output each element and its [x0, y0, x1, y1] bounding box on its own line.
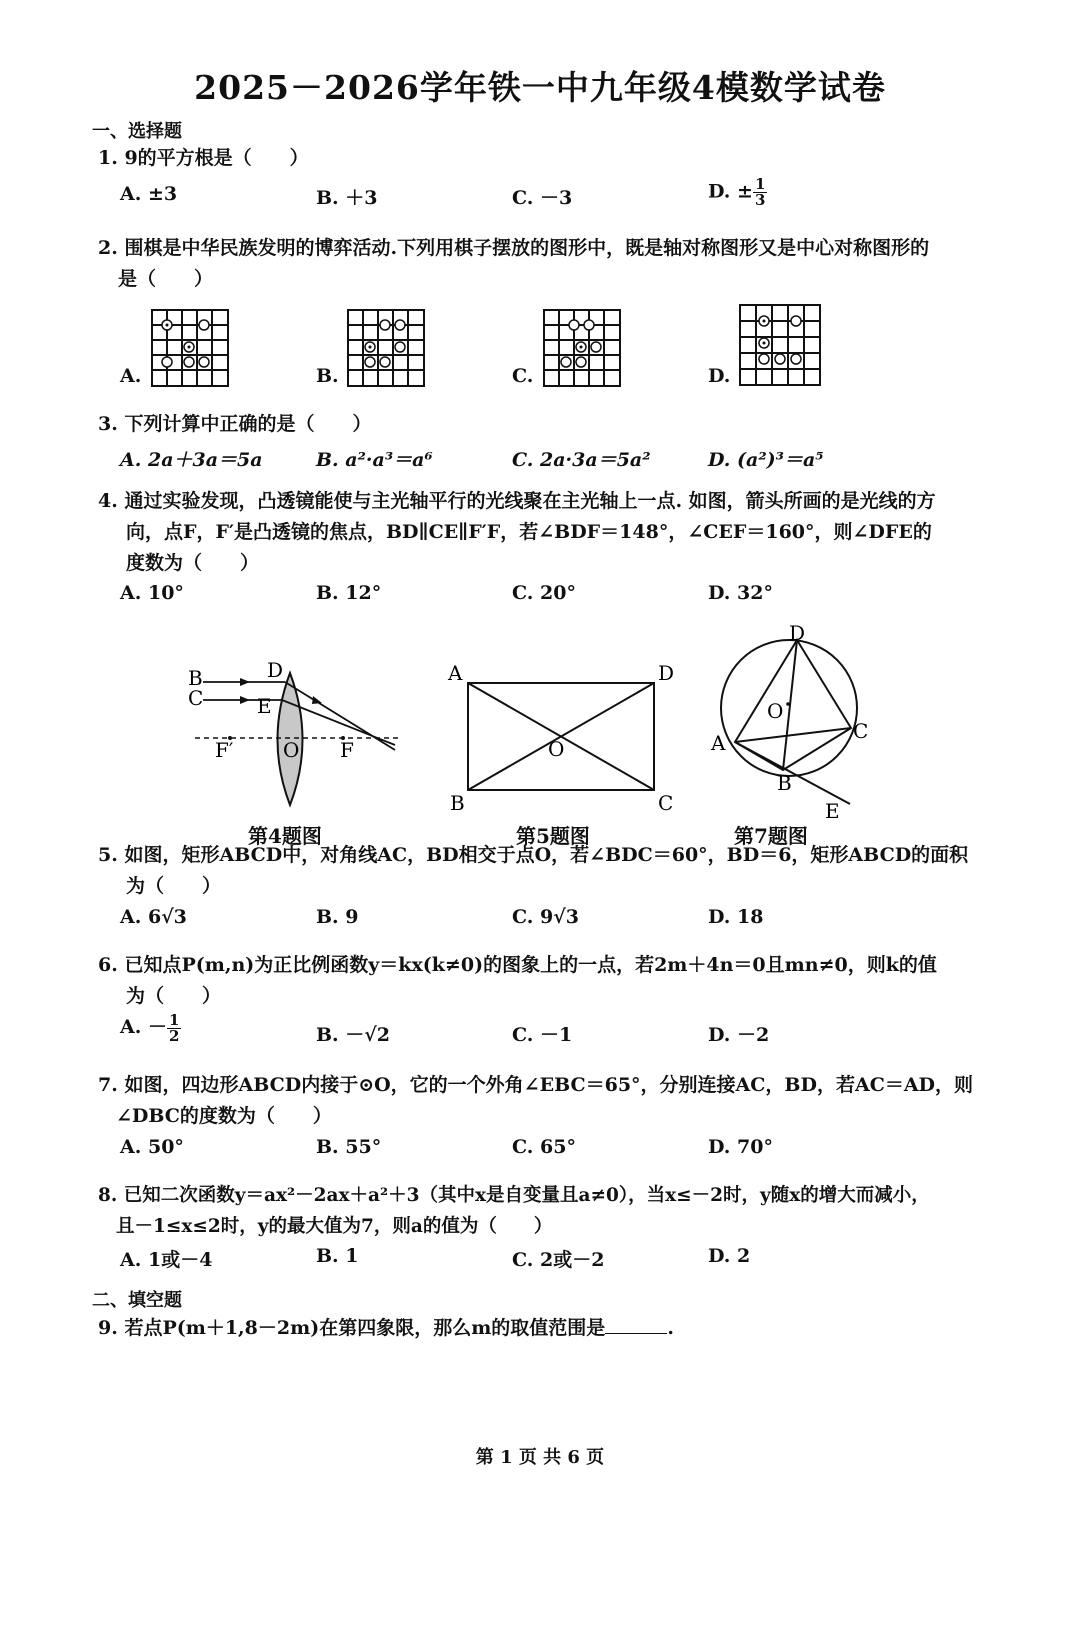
label-e: E — [825, 799, 840, 823]
label-f-prime: F′ — [215, 738, 234, 762]
option-b: B. 1 — [316, 1245, 359, 1267]
option-a: A. 2a＋3a＝5a — [120, 449, 263, 471]
question-4-line-2: 向，点F，F′是凸透镜的焦点，BD∥CE∥F′F，若∠BDF＝148°，∠CEF＝160°，则∠DFE的 — [126, 521, 932, 543]
section-heading-choice: 一、选择题 — [92, 121, 182, 142]
section-heading-fill: 二、填空题 — [92, 1290, 182, 1311]
option-c: C. 2或－2 — [512, 1249, 605, 1271]
figure-4-caption: 第4题图 — [248, 824, 322, 848]
page-title: 2025－2026学年铁一中九年级4模数学试卷 — [194, 68, 886, 107]
fraction-numerator: 1 — [168, 1010, 180, 1029]
option-d: D. 18 — [708, 906, 764, 928]
label-a: A — [448, 661, 463, 685]
question-9-end: . — [667, 1317, 674, 1339]
option-a: A. — [120, 365, 142, 387]
option-b: B. ＋3 — [316, 187, 378, 209]
question-5-stem — [98, 840, 998, 902]
question-6-line-2: 为（ ） — [126, 985, 222, 1007]
option-b: B. 55° — [316, 1136, 382, 1158]
option-d — [708, 177, 767, 208]
option-a: A. 1或－4 — [120, 1249, 213, 1271]
question-9-stem — [98, 1313, 998, 1344]
go-board-d — [738, 303, 822, 387]
question-2-line-1: 2. 围棋是中华民族发明的博弈活动.下列用棋子摆放的图形中，既是轴对称图形又是中心对称图形的 — [98, 237, 930, 259]
fraction-numerator: 1 — [754, 175, 766, 193]
option-a — [120, 1012, 181, 1044]
label-b: B — [188, 666, 203, 690]
figure-7-circle — [705, 620, 870, 825]
option-c: C. －1 — [512, 1024, 573, 1046]
question-4-line-3: 度数为（ ） — [126, 552, 260, 574]
question-1-stem: 1. 9的平方根是（ ） — [98, 147, 309, 169]
option-c: C. －3 — [512, 187, 573, 209]
question-5-line-1: 5. 如图，矩形ABCD中，对角线AC，BD相交于点O，若∠BDC＝60°，BD＝6，矩形ABCD的面积 — [98, 844, 969, 866]
question-4-line-1: 4. 通过实验发现，凸透镜能使与主光轴平行的光线聚在主光轴上一点. 如图，箭头所画的是光线的方 — [98, 490, 936, 512]
figure-5-caption: 第5题图 — [516, 824, 590, 848]
option-c: C. — [512, 365, 534, 387]
question-7-line-2: ∠DBC的度数为（ ） — [116, 1105, 332, 1127]
option-c: C. 20° — [512, 582, 576, 604]
option-c: C. 2a·3a＝5a² — [512, 449, 651, 471]
option-a: A. ±3 — [120, 183, 178, 205]
label-d: D — [658, 661, 675, 685]
figure-7-caption: 第7题图 — [734, 824, 808, 848]
question-8-stem — [98, 1180, 1048, 1242]
option-b: B. 12° — [316, 582, 382, 604]
option-d: D. －2 — [708, 1024, 770, 1046]
option-a: A. 6√3 — [120, 906, 187, 928]
question-6-stem — [98, 950, 998, 1012]
option-c: C. 9√3 — [512, 906, 579, 928]
question-7-stem — [98, 1070, 998, 1132]
option-d: D. 2 — [708, 1245, 751, 1267]
option-b: B. — [316, 365, 339, 387]
label-a: A — [711, 731, 726, 755]
page-footer: 第 1 页 共 6 页 — [475, 1447, 605, 1468]
go-board-b — [346, 308, 426, 388]
option-d-prefix: D. ± — [708, 180, 753, 203]
question-4-stem — [98, 486, 998, 579]
fraction — [753, 177, 767, 208]
option-d: D. 32° — [708, 582, 773, 604]
option-b: B. －√2 — [316, 1024, 390, 1046]
fraction-denominator: 2 — [168, 1026, 180, 1045]
go-board-c — [542, 308, 622, 388]
option-a: A. 10° — [120, 582, 184, 604]
fraction-denominator: 3 — [754, 191, 766, 209]
option-b: B. 9 — [316, 906, 359, 928]
question-8-line-1: 8. 已知二次函数y＝ax²－2ax＋a²＋3（其中x是自变量且a≠0），当x≤－2时，y随x的增大而减小， — [98, 1185, 930, 1206]
question-9-text: 9. 若点P(m＋1,8－2m)在第四象限，那么m的取值范围是 — [98, 1317, 606, 1339]
question-3-stem: 3. 下列计算中正确的是（ ） — [98, 413, 372, 435]
label-c: C — [658, 791, 674, 815]
option-a: A. 50° — [120, 1136, 184, 1158]
question-2-line-2: 是（ ） — [118, 268, 214, 290]
option-b: B. a²·a³＝a⁶ — [316, 449, 433, 471]
label-e: E — [257, 694, 272, 718]
label-c: C — [853, 719, 869, 743]
question-8-line-2: 且－1≤x≤2时，y的最大值为7，则a的值为（ ） — [116, 1216, 553, 1237]
figure-4-lens — [185, 655, 410, 815]
option-c: C. 65° — [512, 1136, 576, 1158]
label-c: C — [188, 686, 204, 710]
label-o: O — [283, 738, 300, 762]
option-a-prefix: A. － — [120, 1016, 167, 1038]
go-board-a — [150, 308, 230, 388]
label-b: B — [450, 791, 465, 815]
label-f: F — [340, 738, 354, 762]
label-b: B — [777, 771, 792, 795]
option-d: D. — [708, 365, 731, 387]
question-6-line-1: 6. 已知点P(m,n)为正比例函数y＝kx(k≠0)的图象上的一点，若2m＋4n＝0且mn≠0，则k的值 — [98, 954, 937, 976]
fraction — [167, 1010, 181, 1045]
label-o: O — [767, 699, 784, 723]
answer-blank[interactable] — [605, 1315, 667, 1334]
label-d: D — [789, 621, 806, 645]
option-d: D. (a²)³＝a⁵ — [708, 449, 824, 471]
figure-5-rectangle — [446, 660, 696, 820]
question-2-stem — [98, 233, 998, 295]
option-d: D. 70° — [708, 1136, 773, 1158]
label-o: O — [548, 737, 565, 761]
question-5-line-2: 为（ ） — [126, 875, 222, 897]
label-d: D — [267, 658, 284, 682]
question-7-line-1: 7. 如图，四边形ABCD内接于⊙O，它的一个外角∠EBC＝65°，分别连接AC，BD，若AC＝AD，则 — [98, 1074, 974, 1096]
